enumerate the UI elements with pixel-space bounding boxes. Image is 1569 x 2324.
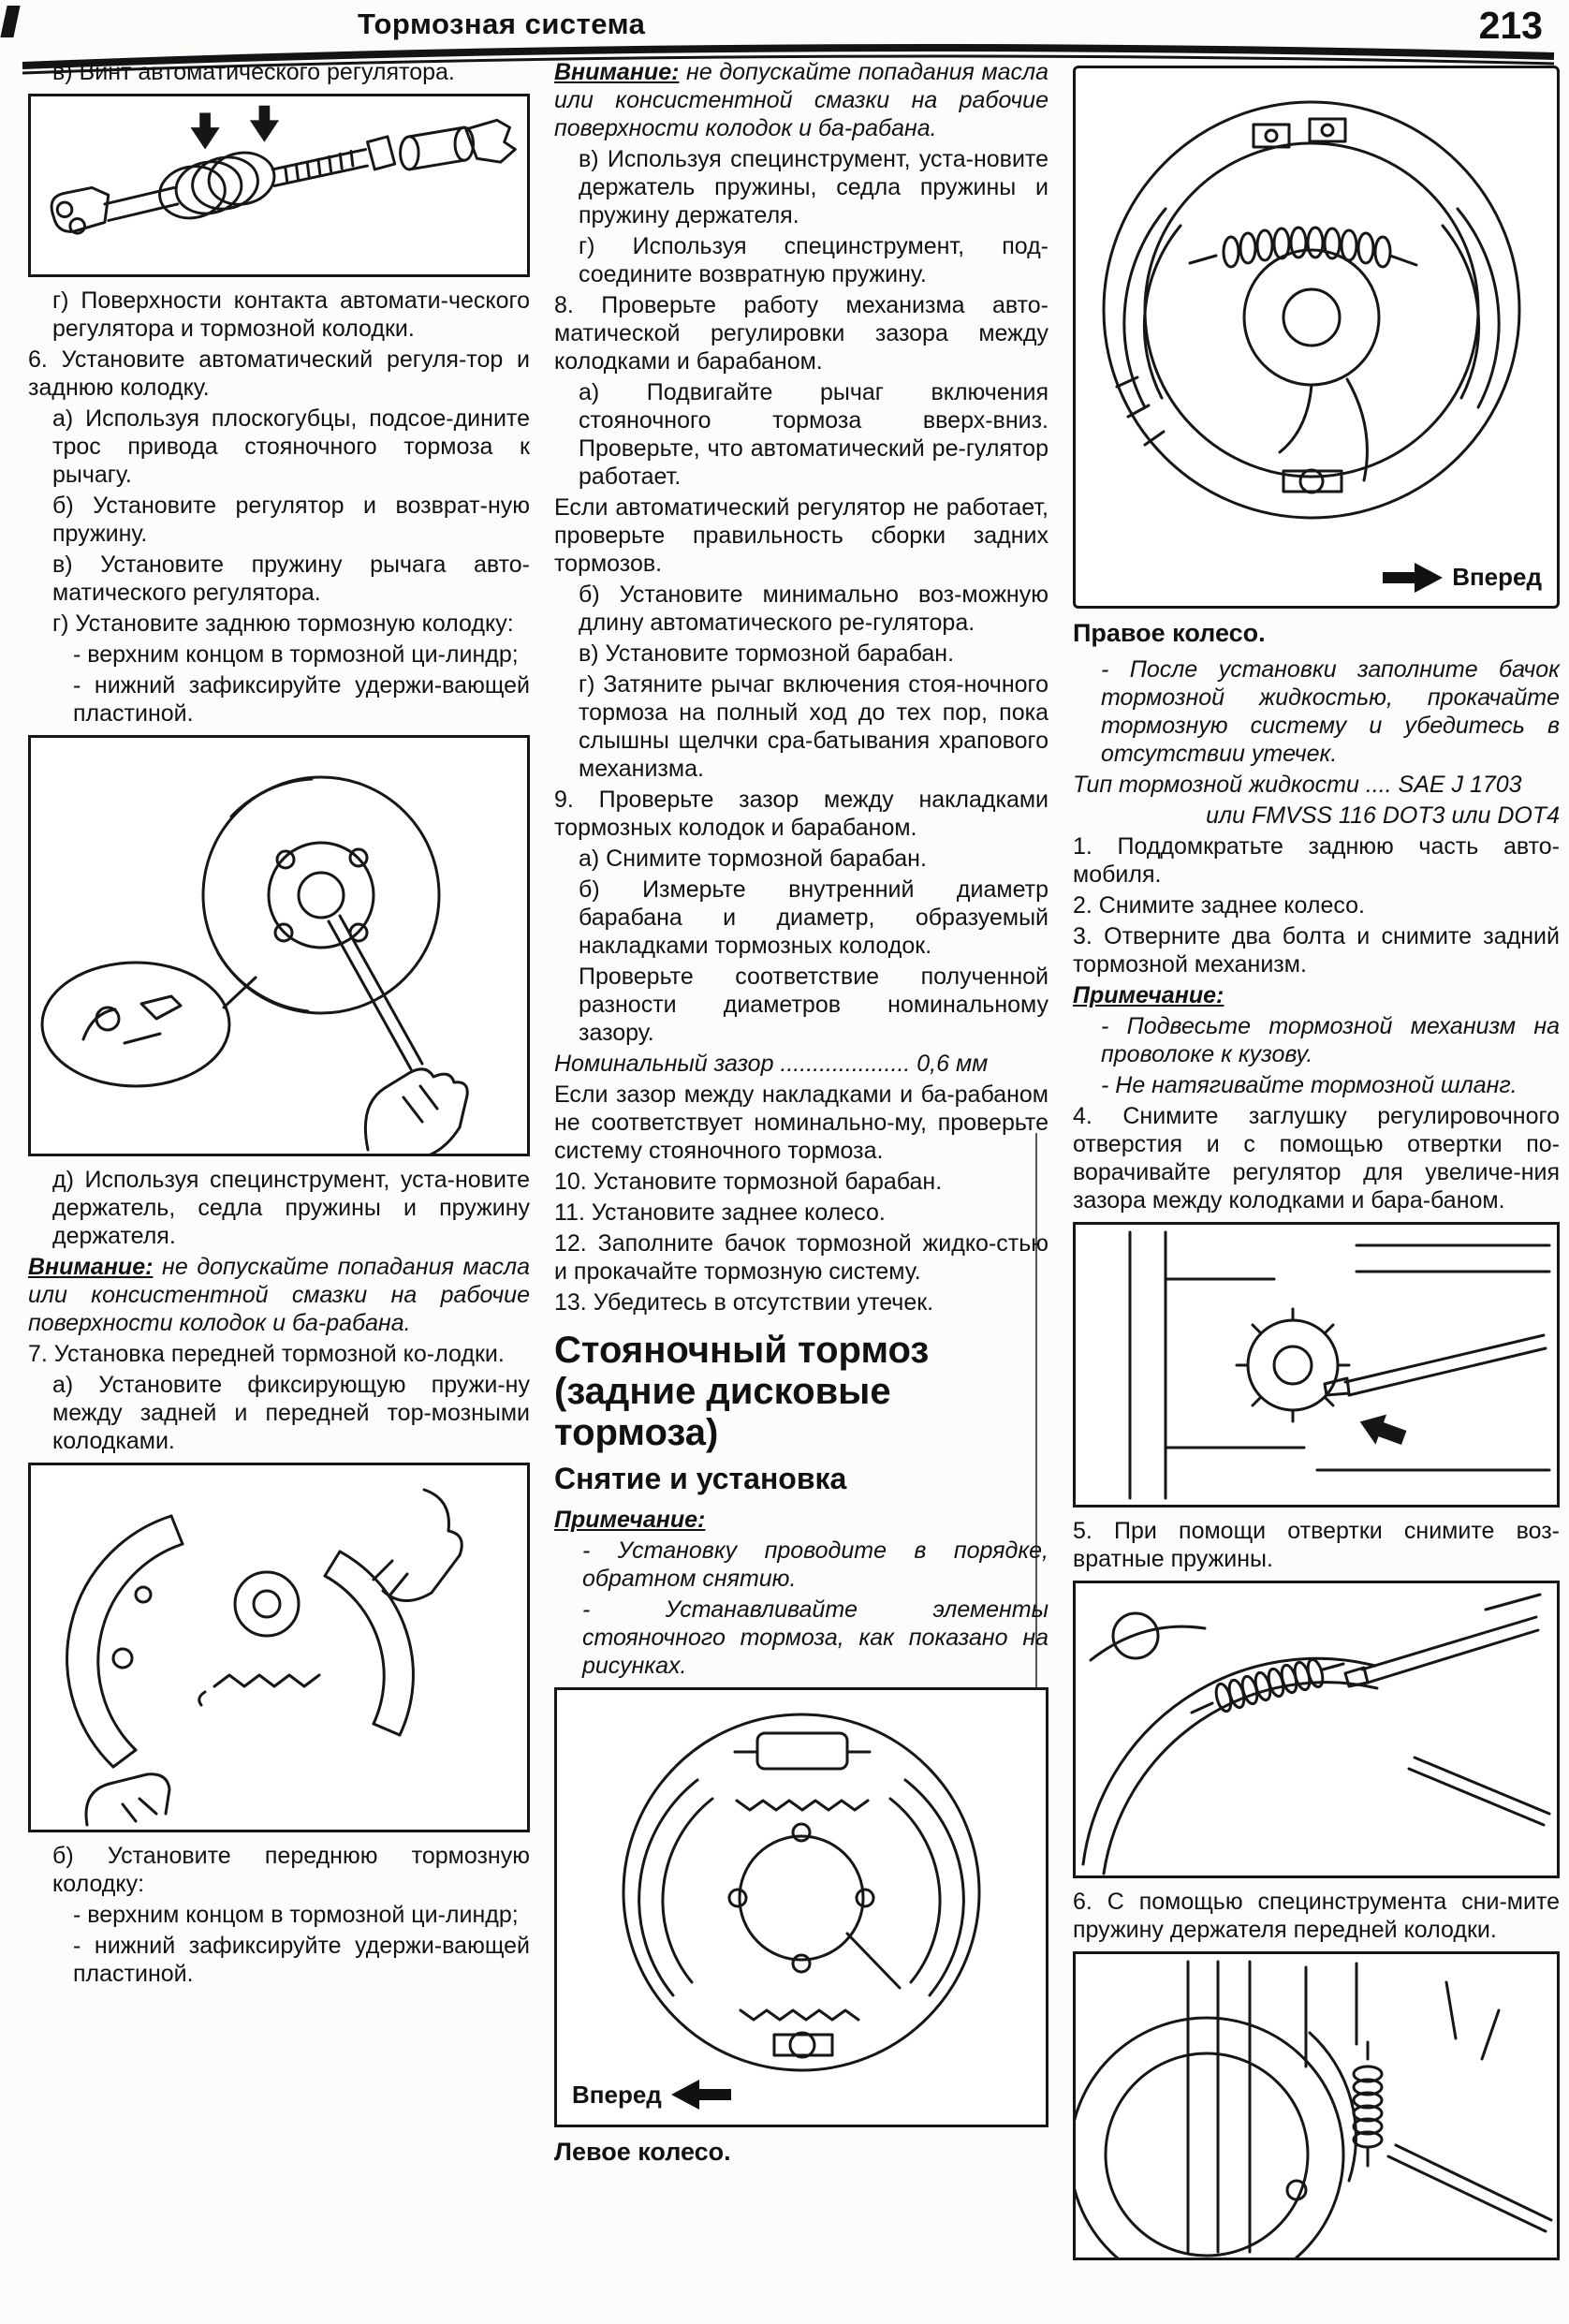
middle-column [554,58,1048,2175]
note-after-install: - После установки заполните бачок тормозной жидкостью, прокачайте тормозную систему и убедитесь в отсутствии утечек. [1101,656,1560,768]
substep-g-ratchet: г) Затяните рычаг включения стоя-ночного тормоза на полный ход до тех пор, пока слышны щелчки сра-батывания храпового механизма. [579,671,1048,782]
warning-text: не допускайте попадания масла или консистентной смазки на рабочие поверхности колодок и ба-рабана. [28,1254,530,1336]
return-springs-illustration [1076,1583,1557,1875]
step-9: 9. Проверьте зазор между накладками тормозных колодок и барабаном. [554,787,1048,841]
step-7: 7. Установка передней тормозной ко-лодки. [28,1341,505,1367]
step-13: 13. Убедитесь в отсутствии утечек. [554,1289,934,1316]
note-block [554,1506,1048,1534]
adjuster-screw-illustration [31,96,527,274]
subsection-title: Снятие и установка [554,1462,847,1495]
note-install-elements: - Устанавливайте элементы стояночного тормоза, как показано на рисунках. [582,1596,1048,1680]
step-2: 2. Снимите заднее колесо. [1073,892,1365,919]
substep-a-remove-drum: а) Снимите тормозной барабан. [579,846,927,872]
figure-return-springs [1073,1581,1560,1878]
forward-indicator [572,2080,731,2110]
substep-b-length: б) Установите минимально воз-можную длину автоматического ре-гулятора. [579,581,1048,636]
right-column [1073,66,1560,2270]
check-clearance: Проверьте соответствие полученной разности диаметров номинальному зазору. [579,963,1048,1046]
substep-b: б) Установите регулятор и возврат-ную пружину. [52,493,530,547]
substep-b-front-shoe: б) Установите переднюю тормозную колодку: [52,1843,530,1897]
page-number: 213 [1478,4,1543,47]
step-5: 5. При помощи отвертки снимите воз-вратные пружины. [1073,1518,1560,1573]
substep-g-spring: г) Используя специнструмент, под-соедините возвратную пружину. [579,233,1048,287]
figure-caption-left-wheel: Левое колесо. [554,2138,731,2167]
figure-brake-shoes-hands [28,1463,530,1832]
step-6-right: 6. С помощью специнструмента сни-мите пружину держателя передней колодки. [1073,1889,1560,1944]
note-if-regulator: Если автоматический регулятор не работает, проверьте правильность сборки задних тормозов. [554,494,1048,577]
forward-arrow-icon [671,2080,731,2110]
substep-a-lever: а) Подвигайте рычаг включения стояночного тормоза вверх-вниз. Проверьте, что автоматический ре-гулятор работает. [579,379,1048,490]
step-8: 8. Проверьте работу механизма авто-матической регулировки зазора между колодками и барабаном. [554,292,1048,375]
left-column [28,58,530,1991]
substep-v-tool: в) Используя специнструмент, уста-новите держатель пружины, седла пружины и пружину держателя. [579,146,1048,228]
note-label: Примечание: [1073,982,1224,1009]
note-hang-mechanism: - Подвесьте тормозной механизм на проволоке к кузову. [1101,1013,1560,1068]
forward-label: Вперед [1452,563,1542,592]
bullet-upper-end: - верхним концом в тормозной ци-линдр; [73,641,519,668]
down-arrow-icon [190,106,279,150]
step-12: 12. Заполните бачок тормозной жидко-стью и прокачайте тормозную систему. [554,1230,1048,1285]
section-title: Стояночный тормоз (задние дисковые тормоза) [554,1330,930,1453]
spec-brake-fluid-type-2: или FMVSS 116 DOT3 или DOT4 [1206,802,1560,830]
step-11: 11. Установите заднее колесо. [554,1199,886,1226]
figure-backing-plate-tool [28,735,530,1156]
spec-nominal-clearance: Номинальный зазор .................... 0,6 мм [554,1051,989,1077]
pointer-arrow-icon [1355,1407,1410,1453]
forward-arrow-icon [1383,563,1443,593]
page-title: Тормозная система [358,7,646,40]
note-install-order: - Установку проводите в порядке, обратном снятию. [582,1537,1048,1593]
bullet-lower-end-2: - нижний зафиксируйте удержи-вающей пластиной. [73,1933,530,1987]
bullet-lower-end: - нижний зафиксируйте удержи-вающей пластиной. [73,672,530,727]
left-wheel-illustration [557,1690,1046,2125]
step-6: 6. Установите автоматический регуля-тор и заднюю колодку. [28,346,530,401]
step-3: 3. Отверните два болта и снимите задний тормозной механизм. [1073,923,1560,978]
figure-adjuster-screw [28,94,530,277]
step-10: 10. Установите тормозной барабан. [554,1169,943,1195]
brake-shoes-illustration [31,1465,527,1830]
step-1: 1. Поддомкратьте заднюю часть авто-мобиля. [1073,833,1560,889]
substep-v-screw: в) Винт автоматического регулятора. [52,59,455,85]
holder-spring-illustration [1076,1954,1557,2258]
warning-block [554,58,1048,142]
substep-a-spring: а) Установите фиксирующую пружи-ну между задней и передней тор-мозными колодками. [52,1372,530,1454]
forward-indicator [1383,563,1542,593]
warning-label: Внимание: [554,59,680,85]
note-label: Примечание: [554,1507,706,1534]
note-block [1073,981,1560,1009]
substep-v: в) Установите пружину рычага авто-матического регулятора. [52,552,530,606]
substep-a: а) Используя плоскогубцы, подсое-дините трос привода стояночного тормоза к рычагу. [52,405,530,488]
substep-d-tool: д) Используя специнструмент, уста-новите держатель, седла пружины и пружину держателя. [52,1167,530,1249]
warning-label: Внимание: [28,1254,154,1280]
adjuster-gear-illustration [1076,1225,1557,1505]
figure-right-wheel [1073,66,1560,609]
substep-g-contact: г) Поверхности контакта автомати-ческого регулятора и тормозной колодки. [52,287,530,342]
spec-brake-fluid-type: Тип тормозной жидкости .... SAE J 1703 [1073,772,1522,799]
figure-caption-right-wheel: Правое колесо. [1073,619,1266,647]
bullet-upper-end-2: - верхним концом в тормозной ци-линдр; [73,1902,519,1928]
substep-g: г) Установите заднюю тормозную колодку: [52,610,514,637]
right-wheel-illustration [1076,68,1557,606]
backing-plate-illustration [31,738,527,1154]
figure-left-wheel [554,1687,1048,2127]
forward-label: Вперед [572,2080,662,2109]
substep-v-drum: в) Установите тормозной барабан. [579,640,955,667]
note-if-clearance: Если зазор между накладками и ба-рабаном не соответствует номинально-му, проверьте систему стояночного тормоза. [554,1081,1048,1164]
figure-adjuster-gear [1073,1222,1560,1508]
note-hose: - Не натягивайте тормозной шланг. [1101,1072,1518,1099]
figure-holder-spring [1073,1951,1560,2260]
warning-text: не допускайте попадания масла или консистентной смазки на рабочие поверхности колодок и ба-рабана. [554,59,1048,141]
step-4: 4. Снимите заглушку регулировочного отверстия и с помощью отвертки по-ворачивайте регулятор для увеличе-ния зазора между колодками и бара-баном. [1073,1103,1560,1214]
warning-block [28,1253,530,1337]
substep-b-measure: б) Измерьте внутренний диаметр барабана и диаметр, образуемый накладками тормозных колодок. [579,876,1048,959]
